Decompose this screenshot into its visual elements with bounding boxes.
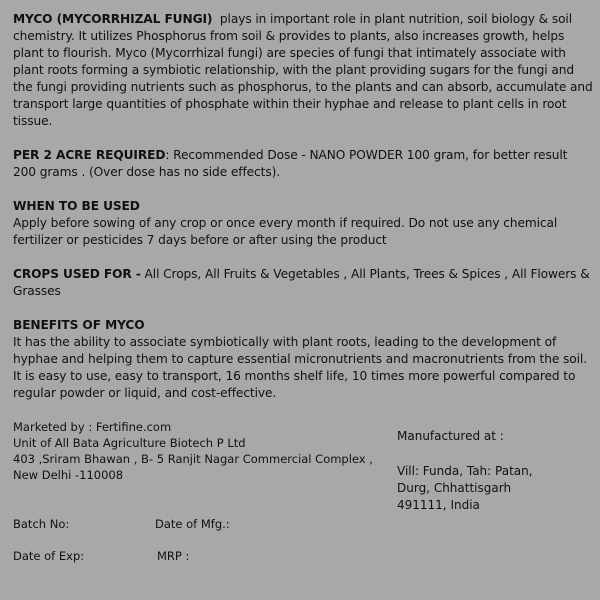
when-heading: WHEN TO BE USED: [13, 199, 140, 213]
benefits-text: It has the ability to associate symbiotically with plant roots, leading to the development of hyphae and helping them to capture essential micronutrients and macronutrients from the soil. It is easy to use, easy to transport, 16 months shelf life, 10 times more powerful compared to regular powder or liquid, and cost-effective.: [13, 335, 587, 400]
exp-date-field: Date of Exp:: [13, 549, 85, 563]
dose-paragraph: [13, 147, 593, 181]
mfg-date-field: Date of Mfg.:: [155, 517, 230, 531]
product-name: MYCO (MYCORRHIZAL FUNGI): [13, 12, 213, 26]
marketed-line-1: Marketed by : Fertifine.com: [13, 420, 172, 434]
mrp-field: MRP :: [157, 549, 190, 563]
marketed-by: [13, 419, 383, 483]
batch-no-field: Batch No:: [13, 517, 70, 531]
marketed-line-2: Unit of All Bata Agriculture Biotech P Ltd: [13, 436, 246, 450]
manufactured-address: [397, 463, 533, 514]
crops-label: CROPS USED FOR -: [13, 267, 141, 281]
intro-text: plays in important role in plant nutrition, soil biology & soil chemistry. It utilizes Phosphorus from soil & provides to plants, also increases growth, helps plant to flourish. Myco (Mycorrhizal fungi) are species of fungi that intimately associate with plant roots forming a symbiotic relationship, with the plant providing sugars for the fungi and the fungi providing nutrients such as phosphorus, to the plants and can absorb, accumulate and transport large quantities of phosphate within their hyphae and release to plant cells in root tissue.: [13, 12, 597, 128]
manufactured-line-2: Durg, Chhattisgarh: [397, 481, 512, 495]
manufactured-line-1: Vill: Funda, Tah: Patan,: [397, 464, 533, 478]
marketed-line-4: New Delhi -110008: [13, 468, 124, 482]
marketed-line-3: 403 ,Sriram Bhawan , B- 5 Ranjit Nagar Commercial Complex ,: [13, 452, 373, 466]
when-text: Apply before sowing of any crop or once every month if required. Do not use any chemical fertilizer or pesticides 7 days before or after using the product: [13, 216, 558, 247]
manufactured-label: Manufactured at :: [397, 429, 504, 443]
dose-text: : Recommended Dose - NANO POWDER 100 gram, for better result 200 grams . (Over dose has no side effects).: [13, 148, 568, 179]
manufactured-line-3: 491111, India: [397, 498, 480, 512]
benefits-section: [13, 317, 593, 402]
when-section: [13, 198, 593, 249]
crops-text: All Crops, All Fruits & Vegetables , All Plants, Trees & Spices , All Flowers & Grasses: [13, 267, 594, 298]
dose-label: PER 2 ACRE REQUIRED: [13, 148, 166, 162]
crops-paragraph: [13, 266, 593, 300]
benefits-heading: BENEFITS OF MYCO: [13, 318, 145, 332]
intro-paragraph: [13, 11, 597, 130]
